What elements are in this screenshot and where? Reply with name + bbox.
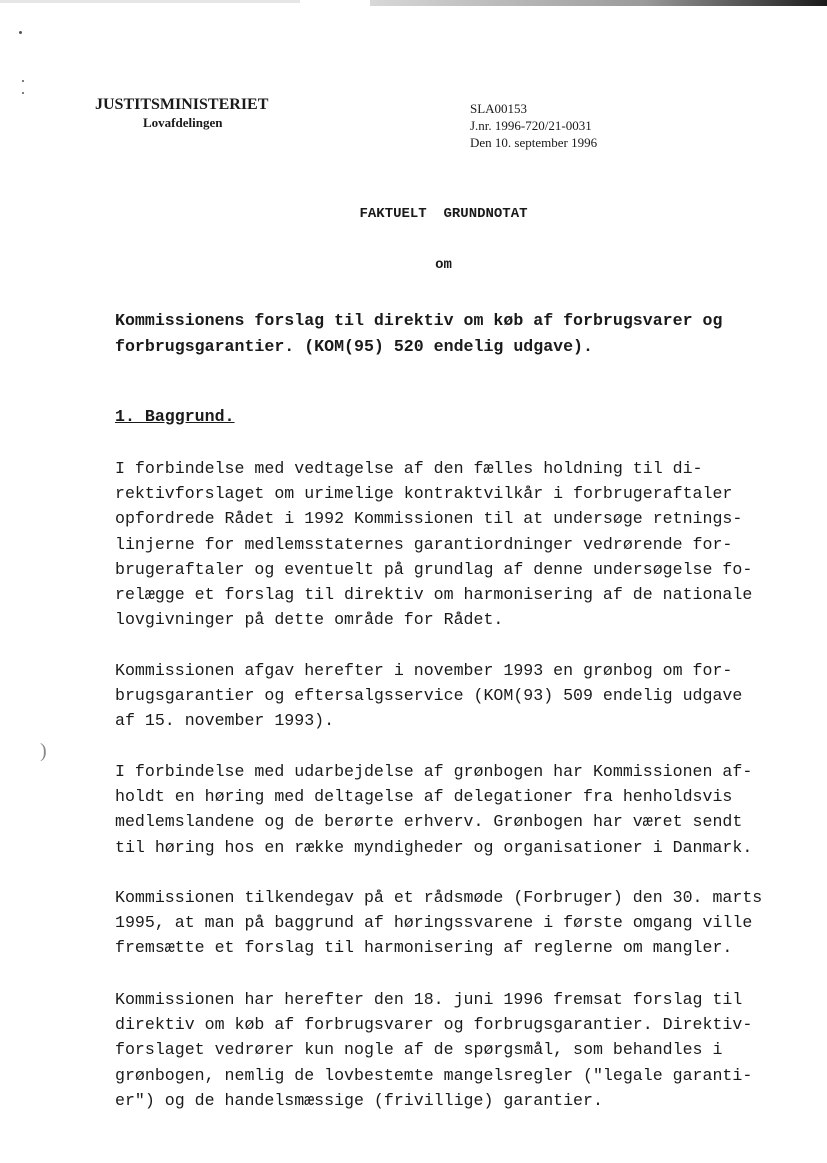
ministry-name: JUSTITSMINISTERIET	[95, 96, 269, 113]
paragraph-line: holdt en høring med deltagelse af delegationer fra henholdsvis	[115, 787, 733, 807]
journal-number: J.nr. 1996-720/21-0031	[470, 118, 592, 133]
paragraph-line: 1995, at man på baggrund af høringssvarene i første omgang ville	[115, 913, 753, 933]
paragraph-2	[115, 658, 815, 734]
paragraph-line: er") og de handelsmæssige (frivillige) garantier.	[115, 1090, 603, 1110]
paragraph-line: linjerne for medlemsstaternes garantiordninger vedrørende for-	[115, 534, 733, 554]
reference-code: SLA00153	[470, 101, 528, 116]
paragraph-5	[115, 987, 815, 1113]
letterhead	[95, 96, 268, 131]
paragraph-line: Kommissionen har herefter den 18. juni 1996 fremsat forslag til	[115, 990, 743, 1009]
paragraph-line: Kommissionen afgav herefter i november 1993 en grønbog om for-	[115, 661, 733, 680]
paragraph-line: relægge et forslag til direktiv om harmonisering af de nationale	[115, 585, 753, 605]
document-title: FAKTUELT GRUNDNOTAT	[359, 206, 528, 222]
paragraph-line: forslaget vedrører kun nogle af de spørgsmål, som behandles i	[115, 1040, 723, 1060]
paragraph-line: direktiv om køb af forbrugsvarer og forbrugsgarantier. Direktiv-	[115, 1015, 753, 1035]
paragraph-line: af 15. november 1993).	[115, 711, 335, 731]
paragraph-line: Kommissionen tilkendegav på et rådsmøde (Forbruger) den 30. marts	[115, 888, 763, 907]
scan-artifact-top-left	[0, 0, 300, 3]
margin-mark: )	[40, 740, 47, 762]
scan-speck	[19, 31, 22, 34]
paragraph-3	[115, 759, 815, 860]
paragraph-4	[115, 885, 815, 961]
reference-block	[470, 100, 597, 151]
paragraph-line: lovgivninger på dette område for Rådet.	[115, 610, 504, 630]
paragraph-line: opfordrede Rådet i 1992 Kommissionen til at undersøge retnings-	[115, 509, 743, 529]
paragraph-line: fremsætte et forslag til harmonisering af reglerne om mangler.	[115, 938, 733, 958]
paragraph-line: I forbindelse med vedtagelse af den fælles holdning til di-	[115, 459, 703, 478]
section-heading: 1. Baggrund.	[115, 407, 235, 426]
scan-speck	[22, 80, 24, 82]
paragraph-line: grønbogen, nemlig de lovbestemte mangelsregler ("legale garanti-	[115, 1065, 753, 1085]
paragraph-line: medlemslandene og de berørte erhverv. Grønbogen har været sendt	[115, 812, 743, 832]
paragraph-line: brugsgarantier og eftersalgsservice (KOM(93) 509 endelig udgave	[115, 686, 743, 706]
document-subject	[115, 308, 795, 359]
document-date: Den 10. september 1996	[470, 135, 598, 150]
paragraph-line: brugeraftaler og eventuelt på grundlag af denne undersøgelse fo-	[115, 559, 753, 579]
paragraph-line: rektivforslaget om urimelige kontraktvilkår i forbrugeraftaler	[115, 484, 733, 504]
paragraph-line: I forbindelse med udarbejdelse af grønbogen har Kommissionen af-	[115, 762, 753, 781]
department-name: Lovafdelingen	[143, 115, 223, 130]
subject-line: forbrugsgarantier. (KOM(95) 520 endelig udgave).	[115, 336, 593, 356]
paragraph-line: til høring hos en række myndigheder og organisationer i Danmark.	[115, 837, 753, 857]
subject-line: Kommissionens forslag til direktiv om køb af forbrugsvarer og	[115, 311, 723, 330]
document-title-om: om	[435, 257, 452, 273]
scan-artifact-top-right	[370, 0, 827, 6]
scan-speck	[22, 92, 24, 94]
paragraph-1	[115, 456, 815, 632]
